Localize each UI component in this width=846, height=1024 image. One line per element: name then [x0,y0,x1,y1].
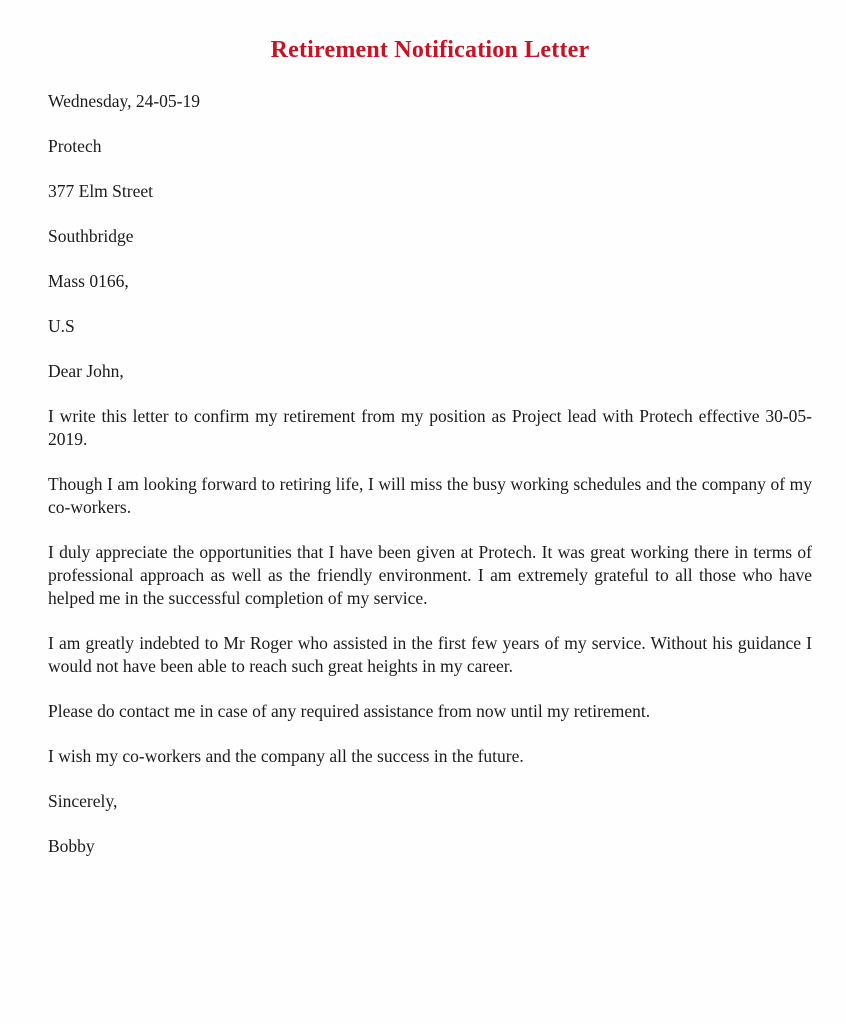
address-line-street: 377 Elm Street [48,181,153,201]
address-line-company: Protech [48,136,102,156]
address-line-country: U.S [48,316,75,336]
body-paragraph-miss-schedules: Though I am looking forward to retiring life, I will miss the busy working schedules and the company of my co-workers. [48,474,812,517]
letter-date: Wednesday, 24-05-19 [48,91,200,111]
body-paragraph-contact: Please do contact me in case of any required assistance from now until my retirement. [48,701,651,721]
body-paragraph-well-wishes: I wish my co-workers and the company all the success in the future. [48,746,524,766]
body-paragraph-indebted: I am greatly indebted to Mr Roger who assisted in the first few years of my service. Without his guidance I would not have been able to reach such great heights in my career. [48,633,812,676]
address-line-state-zip: Mass 0166, [48,271,129,291]
letter-title: Retirement Notification Letter [270,37,590,63]
closing: Sincerely, [48,791,118,811]
salutation: Dear John, [48,361,124,381]
address-line-city: Southbridge [48,226,134,246]
signature-name: Bobby [48,836,95,856]
body-paragraph-retirement-confirmation: I write this letter to confirm my retirement from my position as Project lead with Protech effective 30-05-2019. [48,406,812,449]
body-paragraph-appreciation: I duly appreciate the opportunities that I have been given at Protech. It was great working there in terms of professional approach as well as the friendly environment. I am extremely grateful to all those who have helped me in the successful completion of my service. [48,542,812,608]
